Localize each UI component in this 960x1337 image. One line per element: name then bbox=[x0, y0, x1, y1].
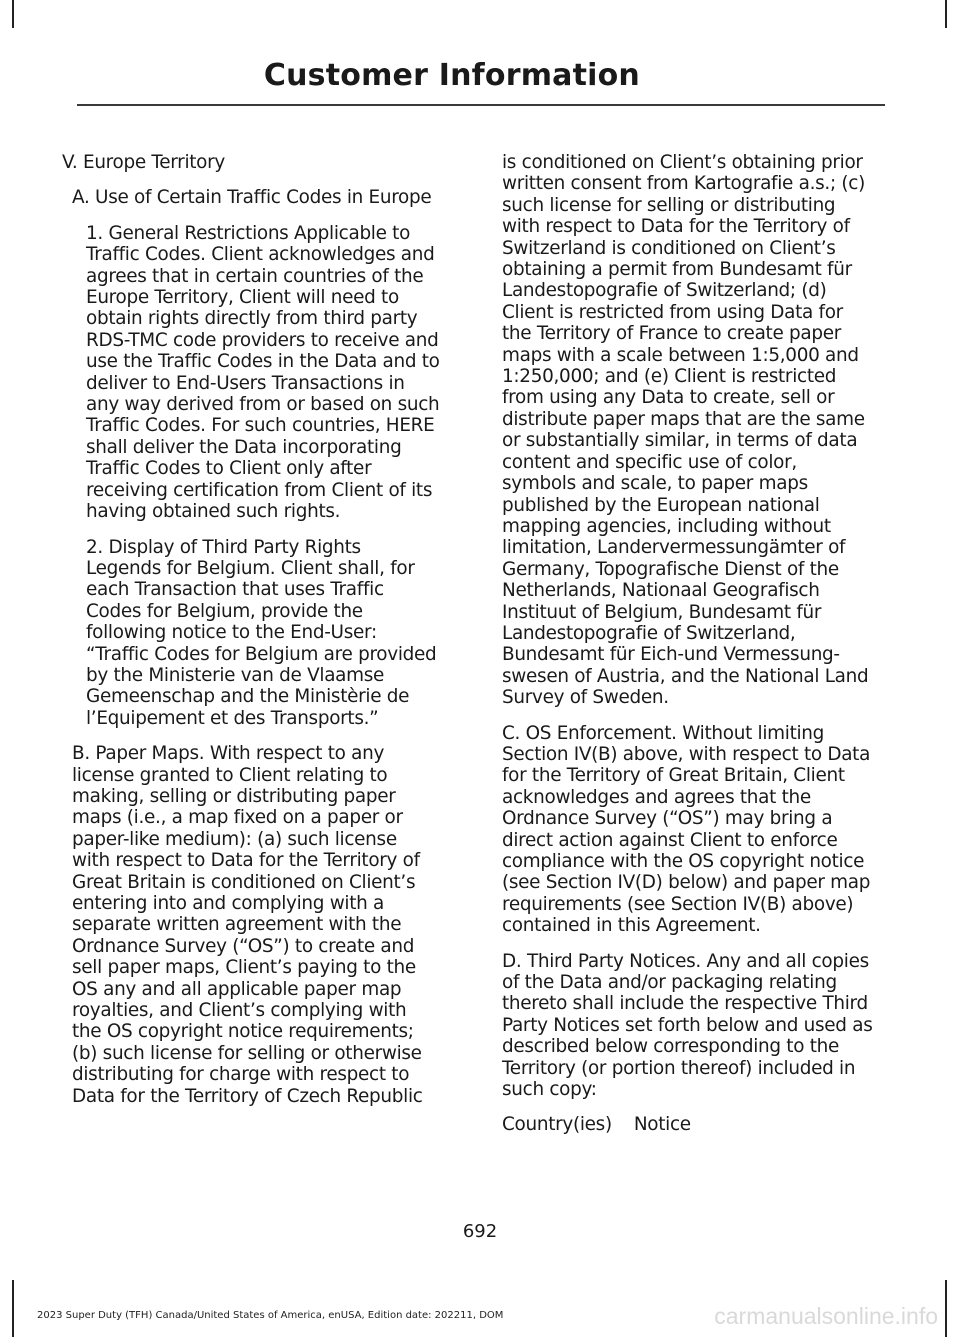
footer-edition-info: 2023 Super Duty (TFH) Canada/United States of America, enUSA, Edition date: 202211, DOM bbox=[37, 1310, 504, 1321]
paragraph-paper-maps-continued: is conditioned on Client’s obtaining prior written consent from Kartografie a.s.; (c) such license for selling or distributing with respect to Data for the Territory of Switzerland is conditioned on Client’s obtaining a permit from Bundesamt für Landestopografie of Switzerland; (d) Client is restricted from using Data for the Territory of France to create paper maps with a scale between 1:5,000 and 1:250,000; and (e) Client is restricted from using any Data to create, sell or distribute paper maps that are the same or substantially similar, in terms of data content and specific use of color, symbols and scale, to paper maps published by the European national mapping agencies, including without limitation, Landervermessungämter of Germany, Topografische Dienst of the Netherlands, Nationaal Geografisch Instituut of Belgium, Bundesamt für Landestopografie of Switzerland, Bundesamt für Eich-und Vermessung-swesen of Austria, and the National Land Survey of Sweden. bbox=[502, 152, 869, 709]
paragraph-general-restrictions: 1. General Restrictions Applicable to Traffic Codes. Client acknowledges and agrees that in certain countries of the Europe Territory, Client will need to obtain rights directly from third party RDS-TMC code providers to receive and use the Traffic Codes in the Data and to deliver to End-Users Transactions in any way derived from or based on such Traffic Codes. For such countries, HERE shall deliver the Data incorporating Traffic Codes to Client only after receiving certification from Client of its having obtained such rights. bbox=[86, 222, 440, 523]
paragraph-os-enforcement: C. OS Enforcement. Without limiting Section IV(B) above, with respect to Data for the Territory of Great Britain, Client acknowledges and agrees that the Ordnance Survey (“OS”) may bring a direct action against Client to enforce compliance with the OS copyright notice (see Section IV(D) below) and paper map requirements (see Section IV(B) above) contained in this Agreement. bbox=[502, 722, 871, 937]
subsection-heading: A. Use of Certain Traffic Codes in Europe bbox=[72, 187, 432, 209]
column-header-countries: Country(ies) bbox=[502, 1114, 612, 1136]
left-column bbox=[62, 152, 440, 1121]
column-header-notice: Notice bbox=[633, 1114, 691, 1136]
page-number: 692 bbox=[462, 1221, 498, 1242]
crop-mark-top-right bbox=[945, 0, 947, 28]
watermark: carmanualsonline.info bbox=[714, 1303, 938, 1329]
page-title: Customer Information bbox=[263, 58, 640, 93]
crop-mark-bottom-right bbox=[945, 1280, 947, 1337]
section-heading: V. Europe Territory bbox=[62, 152, 225, 173]
paragraph-belgium-legends: 2. Display of Third Party Rights Legends for Belgium. Client shall, for each Transaction that uses Traffic Codes for Belgium, provide the following notice to the End-User: “Traffic Codes for Belgium are provided by the Ministerie van de Vlaamse Gemeenschap and the Ministèrie de l’Equipement et des Transports.” bbox=[86, 536, 437, 729]
right-column bbox=[502, 152, 874, 1136]
header-divider bbox=[77, 104, 885, 106]
paragraph-third-party-notices: D. Third Party Notices. Any and all copies of the Data and/or packaging relating thereto shall include the respective Third Party Notices set forth below and used as described below corresponding to the Territory (or portion thereof) included in such copy: bbox=[502, 950, 873, 1101]
crop-mark-top-left bbox=[12, 0, 14, 28]
crop-mark-bottom-left bbox=[12, 1280, 14, 1337]
notice-table-header bbox=[502, 1114, 874, 1135]
paragraph-paper-maps: B. Paper Maps. With respect to any license granted to Client relating to making, selling or distributing paper maps (i.e., a map fixed on a paper or paper-like medium): (a) such license with respect to Data for the Territory of Great Britain is conditioned on Client’s entering into and complying with a separate written agreement with the Ordnance Survey (“OS”) to create and sell paper maps, Client’s paying to the OS any and all applicable paper map royalties, and Client’s complying with the OS copyright notice requirements; (b) such license for selling or otherwise distributing for charge with respect to Data for the Territory of Czech Republic bbox=[72, 743, 423, 1107]
